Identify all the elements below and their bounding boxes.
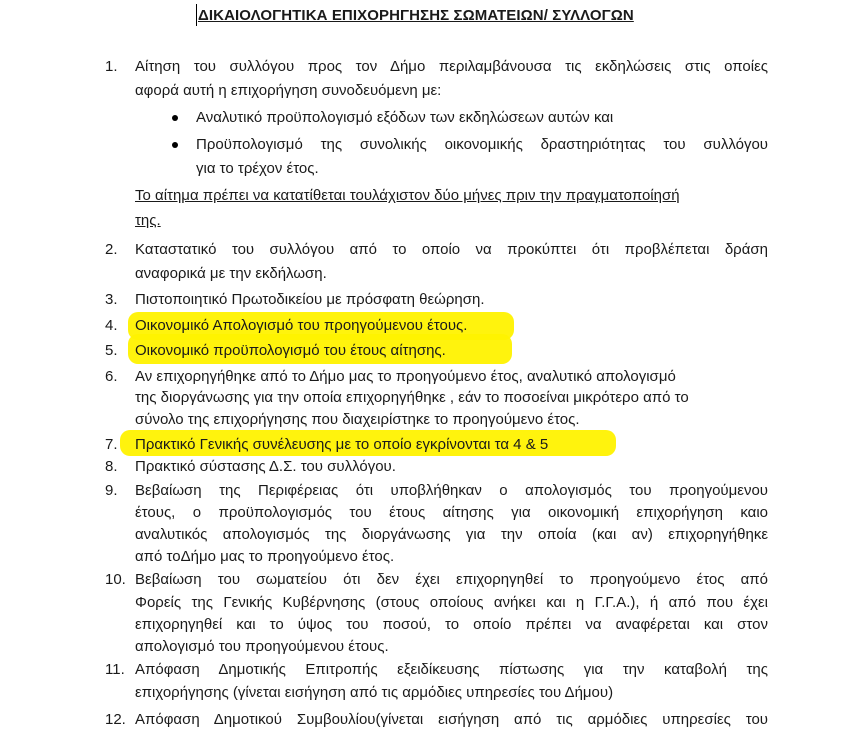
page-title: ΔΙΚΑΙΟΛΟΓΗΤΙΚΑ ΕΠΙΧΟΡΗΓΗΣΗΣ ΣΩΜΑΤΕΙΩΝ/ ΣΥΛΛΟΓΩΝ [198,7,634,24]
item-line: Πιστοποιητικό Πρωτοδικείου με πρόσφατη θεώρηση. [135,291,485,308]
item-line: Πρακτικό Γενικής συνέλευσης με το οποίο εγκρίνονται τα 4 & 5 [135,436,549,453]
item-line: απολογισμό του προηγούμενου έτους. [135,638,389,655]
item-number: 7. [105,436,118,453]
item-line: αφορά αυτή η επιχορήγηση συνοδευόμενη με: [135,82,442,99]
item-number: 5. [105,342,118,359]
note-line: Το αίτημα πρέπει να κατατίθεται τουλάχιστον δύο μήνες πριν την πραγματοποίησή [135,187,680,204]
item-number: 12. [105,711,126,728]
item-line: Απόφαση Δημοτικού Συμβουλίου(γίνεται εισήγηση από τις αρμόδιες υπηρεσίες του [135,711,768,728]
item-number: 9. [105,482,118,499]
sub-bullet-line: Αναλυτικό προϋπολογισμό εξόδων των εκδηλώσεων αυτών και [196,109,614,126]
item-line: Οικονομικό προϋπολογισμό του έτους αίτησης. [135,342,446,359]
item-line: της διοργάνωσης για την οποία επιχορηγήθηκε , εάν το ποσοείναι μικρότερο από το [135,389,689,406]
item-line: Απόφαση Δημοτικής Επιτροπής εξειδίκευσης πίστωσης για την καταβολή της [135,661,768,678]
item-line: επιχορήγησης (γίνεται εισήγηση από τις αρμόδιες υπηρεσίες του Δήμου) [135,684,614,701]
item-line: Πρακτικό σύστασης Δ.Σ. του συλλόγου. [135,458,396,475]
text-cursor [196,4,197,26]
sub-bullet-line: Προϋπολογισμό της συνολικής οικονομικής δραστηριότητας του συλλόγου [196,136,768,153]
item-number: 2. [105,241,118,258]
note-line: της. [135,212,161,229]
sub-bullet-line: για το τρέχον έτος. [196,160,319,177]
item-number: 3. [105,291,118,308]
item-line: από τοΔήμο μας το προηγούμενο έτος. [135,548,395,565]
item-number: 6. [105,368,118,385]
item-line: Οικονομικό Απολογισμό του προηγούμενου έτους. [135,317,468,334]
item-line: Βεβαίωση του σωματείου ότι δεν έχει επιχορηγηθεί το προηγούμενο έτος από [135,571,768,588]
item-line: αναφορικά με την εκδήλωση. [135,265,327,282]
item-number: 1. [105,58,118,75]
bullet-icon [172,115,178,121]
item-line: επιχορηγηθεί και το ύψος του ποσού, το οποίο πρέπει να αναφέρεται και στον [135,616,768,633]
item-line: Φορείς της Γενικής Κυβέρνησης (στους οποίους ανήκει και η Γ.Γ.Α.), ή από που έχει [135,594,768,611]
item-line: Αίτηση του συλλόγου προς τον Δήμο περιλαμβάνουσα τις εκδηλώσεις στις οποίες [135,58,768,75]
bullet-icon [172,142,178,148]
item-number: 4. [105,317,118,334]
item-line: Βεβαίωση της Περιφέρειας ότι υποβλήθηκαν ο απολογισμός του προηγούμενου [135,482,768,499]
item-line: σύνολο της επιχορήγησης που διαχειρίστηκε το προηγούμενο έτος. [135,411,580,428]
item-line: Καταστατικό του συλλόγου από το οποίο να προκύπτει ότι προβλέπεται δράση [135,241,768,258]
item-number: 8. [105,458,118,475]
item-number: 10. [105,571,126,588]
item-line: Αν επιχορηγήθηκε από το Δήμο μας το προηγούμενο έτος, αναλυτικό απολογισμό [135,368,676,385]
item-line: αναλυτικός απολογισμός της διοργάνωσης για την οποία (και αν) επιχορηγήθηκε [135,526,768,543]
item-number: 11. [105,661,125,678]
item-line: έτους, ο προϋπολογισμός του έτους αίτησης για οικονομική επιχορήγηση καιο [135,504,768,521]
